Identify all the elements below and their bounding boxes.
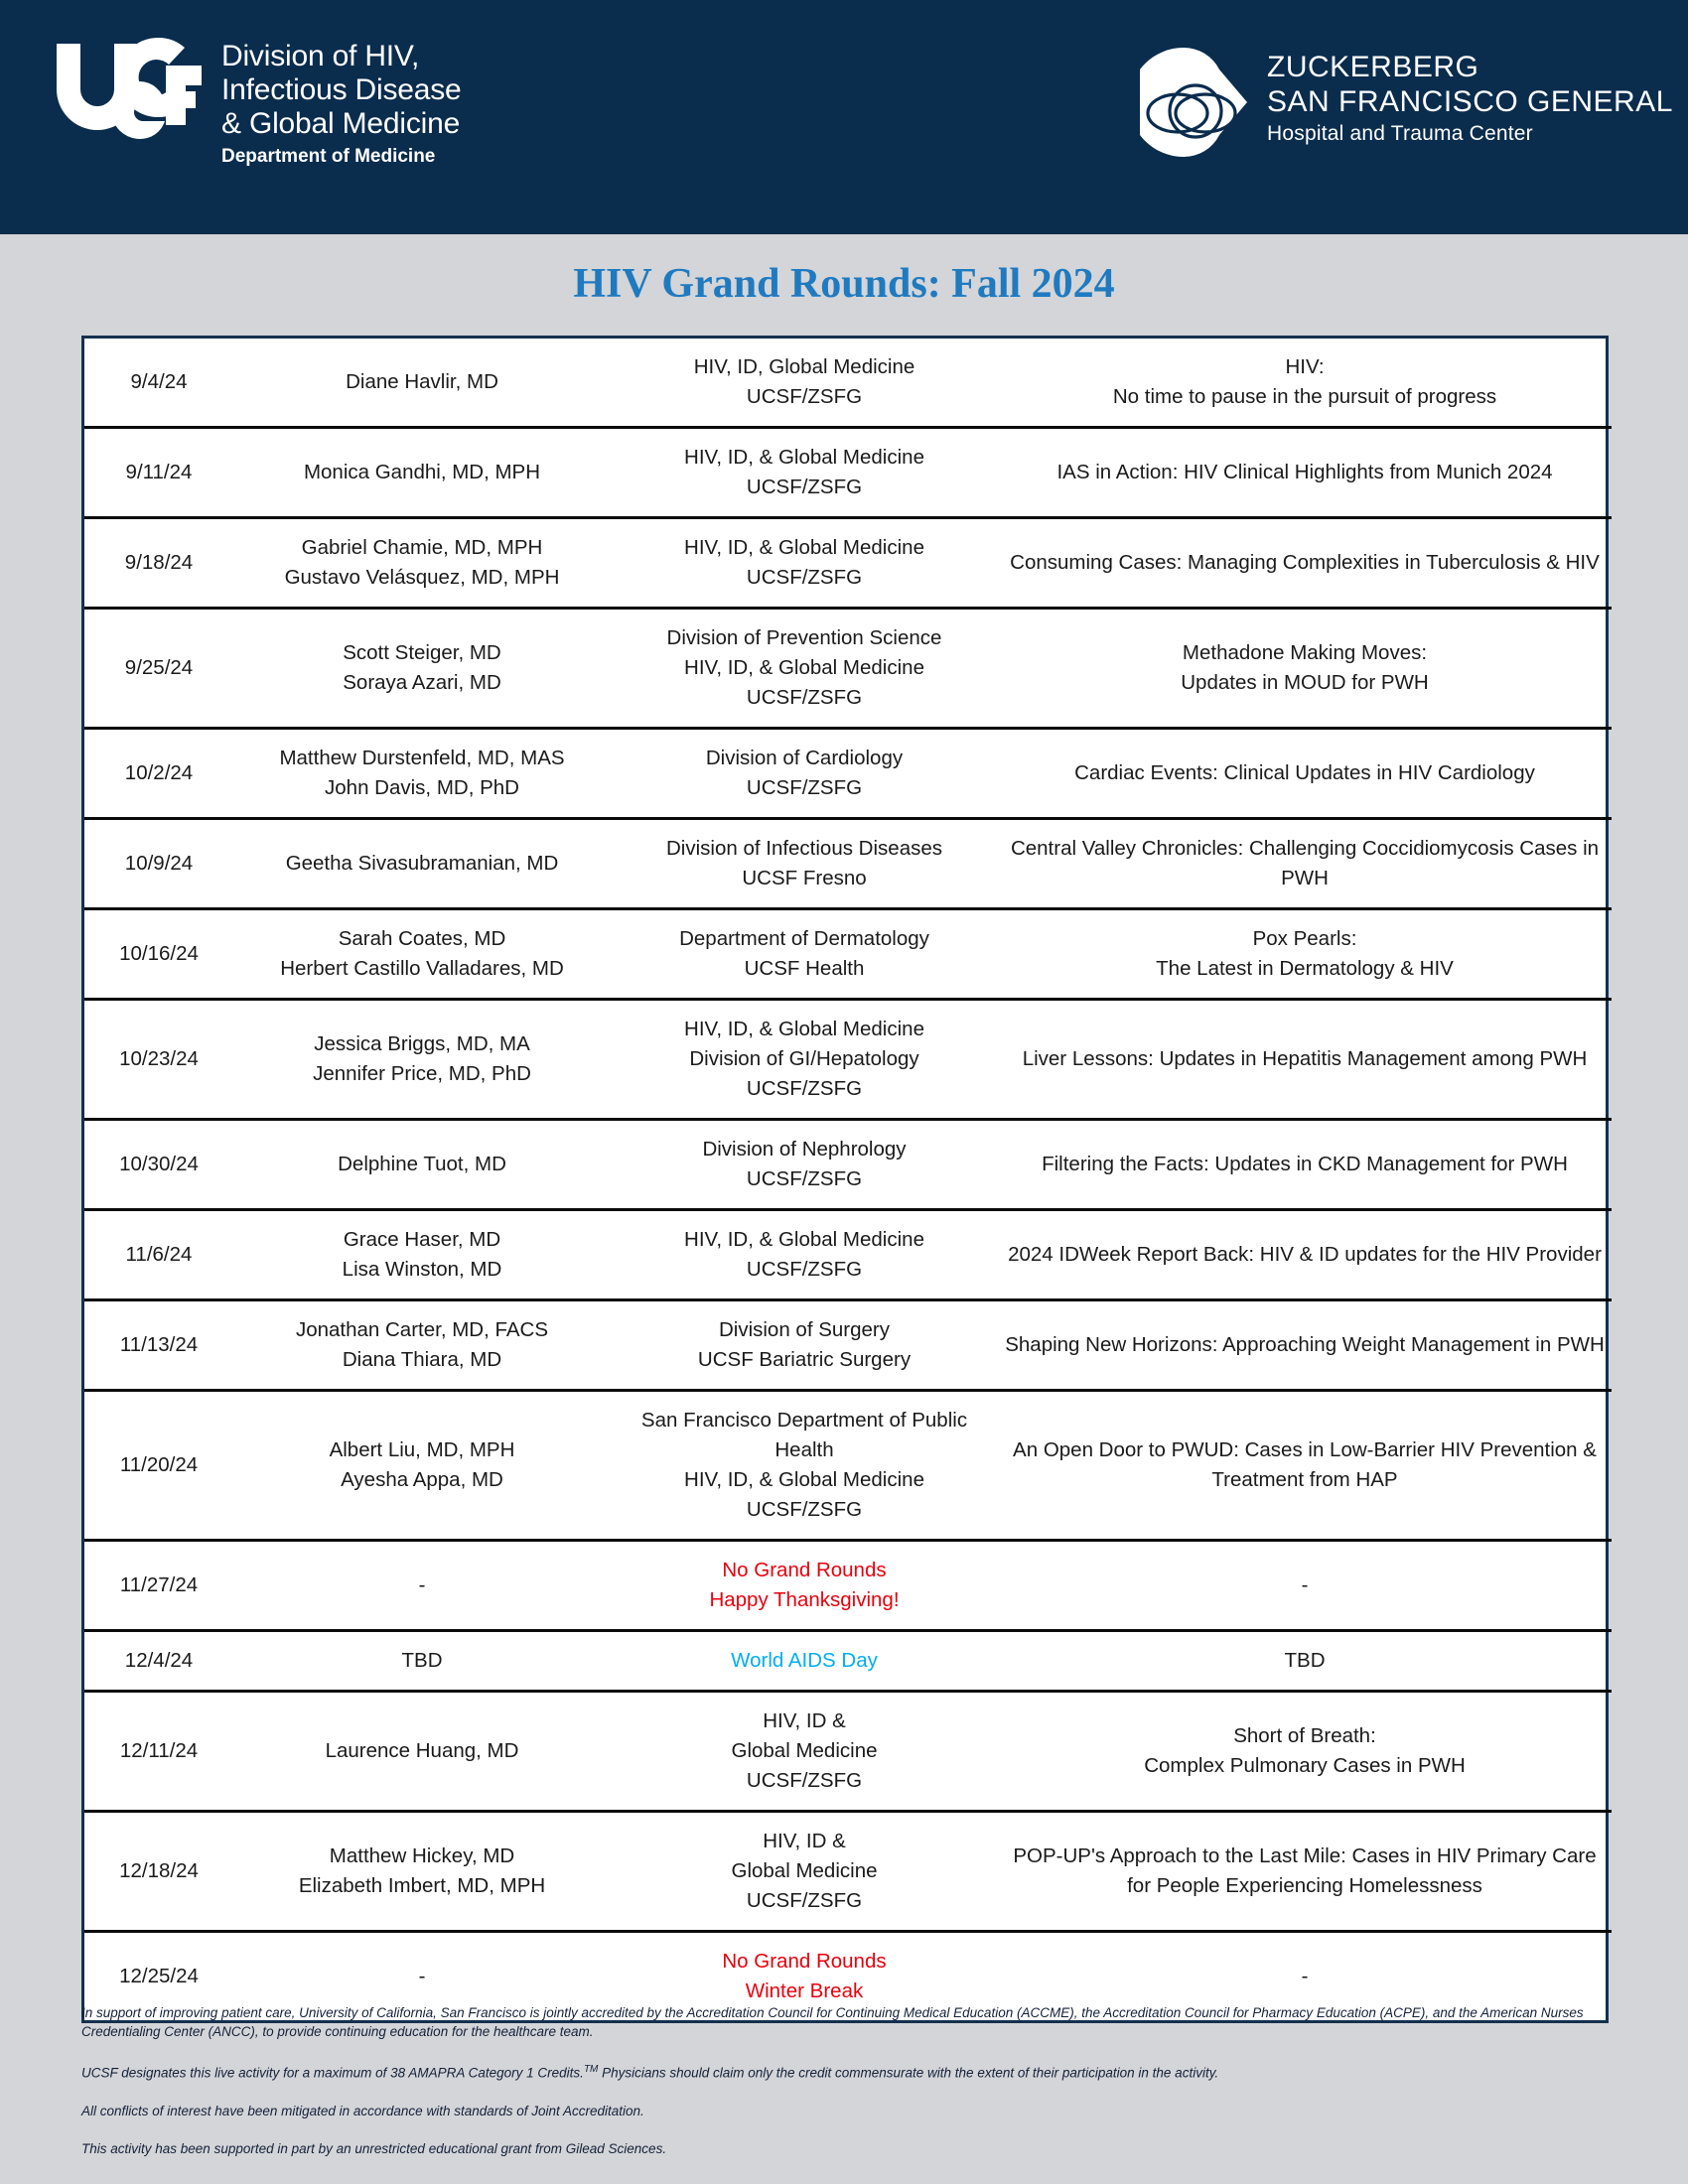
table-row — [84, 1300, 1612, 1391]
cell-speaker: Monica Gandhi, MD, MPH — [233, 428, 611, 518]
schedule-table — [84, 339, 1612, 2020]
cell-topic: Pox Pearls: The Latest in Dermatology & HIV — [998, 909, 1612, 1000]
cell-date: 9/25/24 — [84, 609, 233, 729]
cell-affiliation: No Grand Rounds Happy Thanksgiving! — [611, 1541, 998, 1631]
accreditation-footer — [81, 2003, 1616, 2158]
cell-speaker: Grace Haser, MD Lisa Winston, MD — [233, 1210, 611, 1300]
cell-topic: POP-UP's Approach to the Last Mile: Cases in HIV Primary Care for People Experiencing Homelessness — [998, 1812, 1612, 1932]
cell-date: 10/16/24 — [84, 909, 233, 1000]
cell-speaker: Matthew Hickey, MD Elizabeth Imbert, MD, MPH — [233, 1812, 611, 1932]
credits-text-before: UCSF designates this live activity for a maximum of 38 AMAPRA Category 1 Credits. — [81, 2065, 584, 2081]
cell-date: 12/25/24 — [119, 1965, 199, 1987]
cell-affiliation: HIV, ID & Global Medicine UCSF/ZSFG — [611, 1812, 998, 1932]
cell-topic: HIV: No time to pause in the pursuit of progress — [998, 339, 1612, 428]
table-row — [84, 518, 1612, 609]
cell-date: 11/20/24 — [84, 1391, 233, 1541]
table-row — [84, 339, 1612, 428]
cell-speaker: Jonathan Carter, MD, FACS Diana Thiara, MD — [233, 1300, 611, 1391]
table-row — [84, 819, 1612, 909]
cell-affiliation: HIV, ID & Global Medicine UCSF/ZSFG — [611, 1692, 998, 1812]
cell-speaker: Geetha Sivasubramanian, MD — [233, 819, 611, 909]
cell-topic: Consuming Cases: Managing Complexities in Tuberculosis & HIV — [998, 518, 1612, 609]
zsfg-line-3: Hospital and Trauma Center — [1267, 122, 1533, 145]
table-row — [84, 1120, 1612, 1210]
schedule-table-container — [81, 336, 1609, 2023]
cell-topic: 2024 IDWeek Report Back: HIV & ID updates for the HIV Provider — [998, 1210, 1612, 1300]
accreditation-paragraph-4: This activity has been supported in part by an unrestricted educational grant from Gilead Sciences. — [81, 2140, 667, 2156]
cell-speaker: TBD — [233, 1631, 611, 1692]
cell-topic: Cardiac Events: Clinical Updates in HIV Cardiology — [998, 729, 1612, 819]
ucsf-logo — [55, 36, 204, 143]
table-row — [84, 609, 1612, 729]
cell-topic: - — [998, 1541, 1612, 1631]
cell-topic: Shaping New Horizons: Approaching Weight Management in PWH — [998, 1300, 1612, 1391]
cell-affiliation: HIV, ID, Global Medicine UCSF/ZSFG — [611, 339, 998, 428]
cell-date: 10/2/24 — [84, 729, 233, 819]
cell-speaker: Delphine Tuot, MD — [233, 1120, 611, 1210]
table-row — [84, 1000, 1612, 1120]
cell-date: 10/9/24 — [84, 819, 233, 909]
table-row — [84, 729, 1612, 819]
cell-speaker: Diane Havlir, MD — [233, 339, 611, 428]
header-band — [0, 0, 1688, 234]
cell-date: 9/11/24 — [84, 428, 233, 518]
cell-speaker: Sarah Coates, MD Herbert Castillo Valladares, MD — [233, 909, 611, 1000]
schedule-table-body — [84, 339, 1612, 2020]
cell-date: 9/4/24 — [84, 339, 233, 428]
trademark-symbol: TM — [583, 2064, 599, 2075]
accreditation-paragraph-2 — [81, 2060, 1616, 2083]
cell-speaker: Albert Liu, MD, MPH Ayesha Appa, MD — [233, 1391, 611, 1541]
cell-speaker: - — [233, 1541, 611, 1631]
cell-affiliation: No Grand Rounds Winter Break — [722, 1950, 887, 2002]
cell-topic: Liver Lessons: Updates in Hepatitis Management among PWH — [998, 1000, 1612, 1120]
table-row — [84, 1541, 1612, 1631]
cell-affiliation: Division of Cardiology UCSF/ZSFG — [611, 729, 998, 819]
ucsf-line-4: Department of Medicine — [221, 146, 436, 167]
zsfg-lockup — [1140, 44, 1673, 161]
credits-text-after: Physicians should claim only the credit commensurate with the extent of their participation in the activity. — [598, 2065, 1219, 2081]
ucsf-line-1: Division of HIV, — [221, 40, 420, 72]
cell-affiliation: Division of Prevention Science HIV, ID, & Global Medicine UCSF/ZSFG — [611, 609, 998, 729]
table-row — [84, 909, 1612, 1000]
table-row — [84, 428, 1612, 518]
cell-affiliation: World AIDS Day — [611, 1631, 998, 1692]
cell-topic: Short of Breath: Complex Pulmonary Cases in PWH — [998, 1692, 1612, 1812]
cell-date: 10/23/24 — [84, 1000, 233, 1120]
cell-topic: Methadone Making Moves: Updates in MOUD for PWH — [998, 609, 1612, 729]
table-row — [84, 1631, 1612, 1692]
cell-date: 12/18/24 — [84, 1812, 233, 1932]
cell-affiliation: HIV, ID, & Global Medicine Division of GI/Hepatology UCSF/ZSFG — [611, 1000, 998, 1120]
cell-topic: IAS in Action: HIV Clinical Highlights from Munich 2024 — [998, 428, 1612, 518]
table-row — [84, 1391, 1612, 1541]
page-title: HIV Grand Rounds: Fall 2024 — [573, 261, 1115, 307]
cell-speaker: Jessica Briggs, MD, MA Jennifer Price, MD, PhD — [233, 1000, 611, 1120]
table-row — [84, 1210, 1612, 1300]
cell-date: 10/30/24 — [84, 1120, 233, 1210]
ucsf-lockup — [55, 36, 462, 170]
ucsf-line-3: & Global Medicine — [221, 107, 461, 140]
cell-affiliation: HIV, ID, & Global Medicine UCSF/ZSFG — [611, 1210, 998, 1300]
table-row — [84, 1692, 1612, 1812]
accreditation-paragraph-3: All conflicts of interest have been mitigated in accordance with standards of Joint Accreditation. — [81, 2103, 644, 2118]
cell-affiliation: HIV, ID, & Global Medicine UCSF/ZSFG — [611, 518, 998, 609]
zsfg-logo — [1140, 44, 1251, 161]
cell-topic: An Open Door to PWUD: Cases in Low-Barrier HIV Prevention & Treatment from HAP — [998, 1391, 1612, 1541]
cell-date: 12/11/24 — [84, 1692, 233, 1812]
cell-speaker: Gabriel Chamie, MD, MPH Gustavo Velásquez, MD, MPH — [233, 518, 611, 609]
zsfg-line-2: SAN FRANCISCO GENERAL — [1267, 85, 1673, 118]
cell-date: 11/13/24 — [84, 1300, 233, 1391]
accreditation-paragraph-1: In support of improving patient care, University of California, San Francisco is jointly accredited by the Accreditation Council for Continuing Medical Education (ACCME), the Accreditation Council for Pharmacy Education (ACPE), and the American Nurses Credentialing Center (ANCC), to provide continuing education for the healthcare team. — [81, 2005, 1584, 2039]
cell-date: 12/4/24 — [84, 1631, 233, 1692]
table-row — [84, 1812, 1612, 1932]
cell-speaker: Scott Steiger, MD Soraya Azari, MD — [233, 609, 611, 729]
cell-speaker: - — [418, 1965, 426, 1987]
cell-topic: Filtering the Facts: Updates in CKD Management for PWH — [998, 1120, 1612, 1210]
cell-date: 11/27/24 — [84, 1541, 233, 1631]
cell-topic: Central Valley Chronicles: Challenging Coccidiomycosis Cases in PWH — [998, 819, 1612, 909]
zsfg-line-1: ZUCKERBERG — [1267, 51, 1479, 83]
cell-affiliation: Division of Surgery UCSF Bariatric Surgery — [611, 1300, 998, 1391]
cell-affiliation: HIV, ID, & Global Medicine UCSF/ZSFG — [611, 428, 998, 518]
cell-affiliation: San Francisco Department of Public Health HIV, ID, & Global Medicine UCSF/ZSFG — [611, 1391, 998, 1541]
cell-topic: - — [1301, 1965, 1309, 1987]
cell-date: 11/6/24 — [84, 1210, 233, 1300]
cell-date: 9/18/24 — [84, 518, 233, 609]
cell-affiliation: Division of Infectious Diseases UCSF Fresno — [611, 819, 998, 909]
cell-topic: TBD — [998, 1631, 1612, 1692]
ucsf-line-2: Infectious Disease — [221, 73, 462, 106]
cell-speaker: Laurence Huang, MD — [233, 1692, 611, 1812]
cell-affiliation: Division of Nephrology UCSF/ZSFG — [611, 1120, 998, 1210]
cell-affiliation: Department of Dermatology UCSF Health — [611, 909, 998, 1000]
cell-speaker: Matthew Durstenfeld, MD, MAS John Davis, MD, PhD — [233, 729, 611, 819]
